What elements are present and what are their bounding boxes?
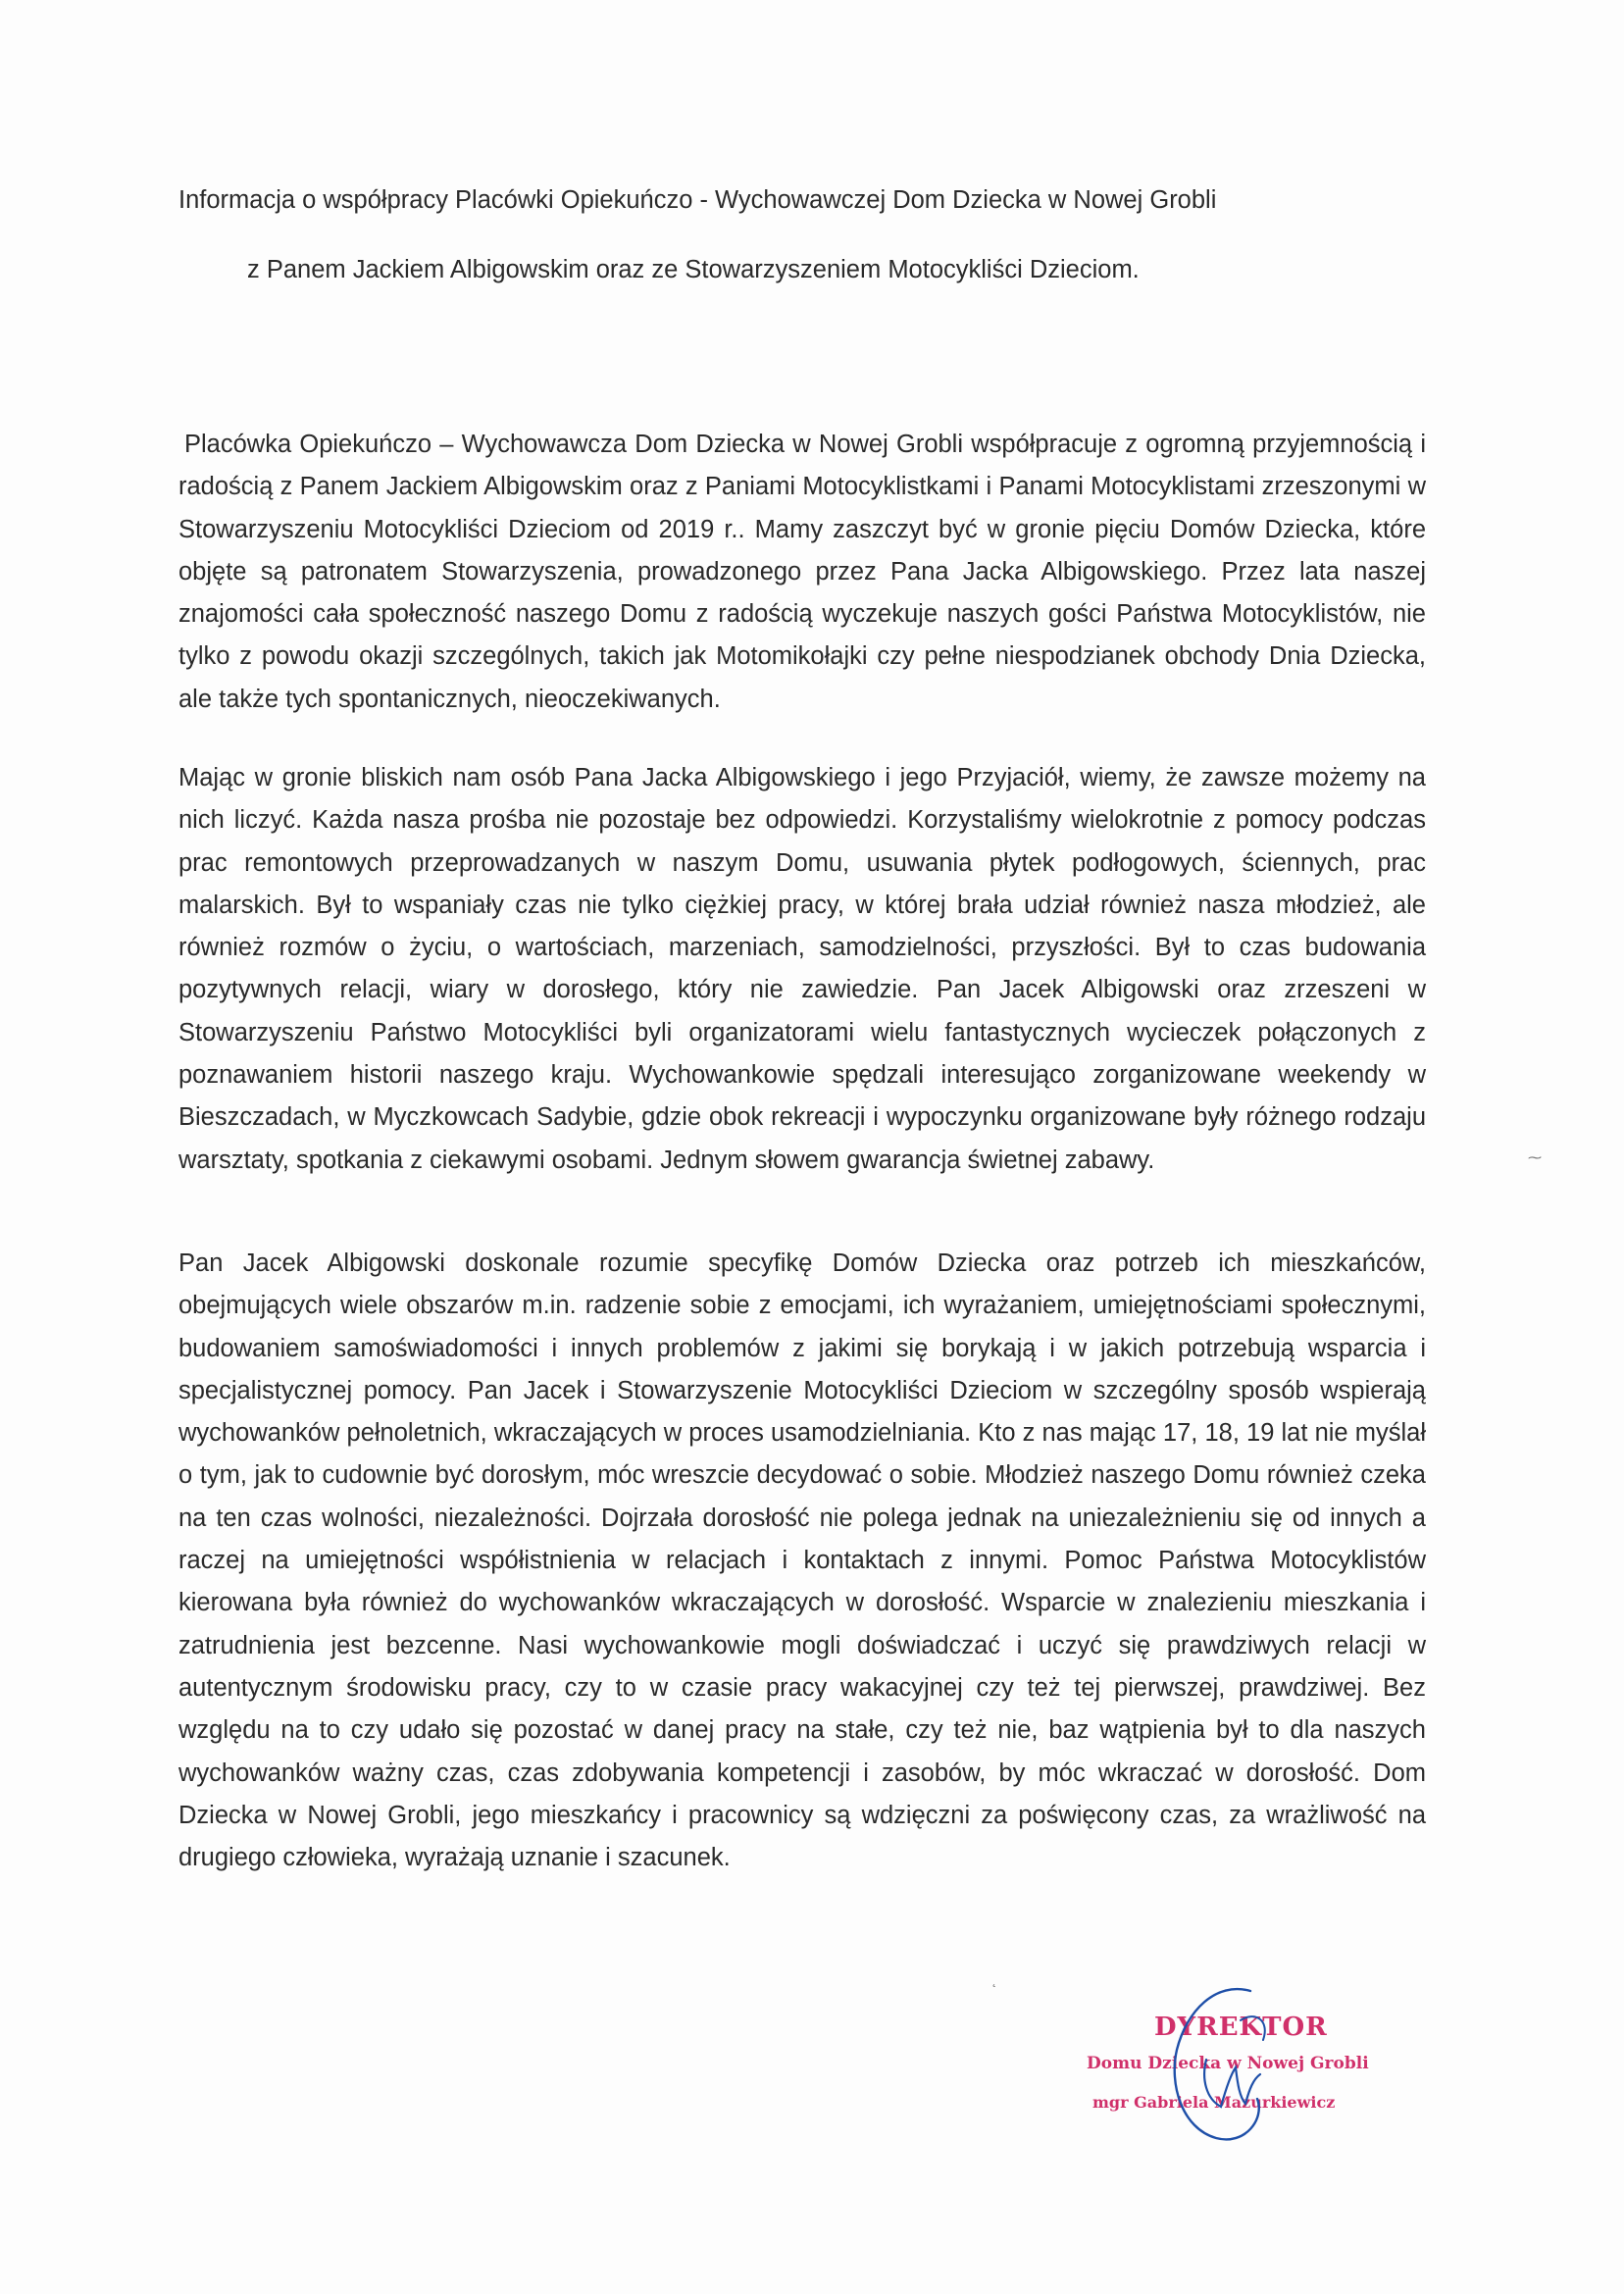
stamp-person: mgr Gabriela Mazurkiewicz <box>1092 2093 1336 2112</box>
scan-artifact-mark: ⁓ <box>1528 1149 1542 1165</box>
paragraph-1: Placówka Opiekuńczo – Wychowawcza Dom Dziecka w Nowej Grobli współpracuje z ogromną przyjemnością i radością z Panem Jackiem Albigowskim oraz z Paniami Motocyklistkami i Panami Motocyklistami zrzeszonymi w Stowarzyszeniu Motocykliści Dzieciom od 2019 r.. Mamy zaszczyt być w gronie pięciu Domów Dziecka, które objęte są patronatem Stowarzyszenia, prowadzonego przez Pana Jacka Albigowskiego. Przez lata naszej znajomości cała społeczność naszego Domu z radością wyczekuje naszych gości Państwa Motocyklistów, nie tylko z powodu okazji szczególnych, takich jak Motomikołajki czy pełne niespodzianek obchody Dnia Dziecka, ale także tych spontanicznych, nieoczekiwanych. <box>178 431 1426 713</box>
paragraph-3: Pan Jacek Albigowski doskonale rozumie specyfikę Domów Dziecka oraz potrzeb ich mieszkańców, obejmujących wiele obszarów m.in. radzenie sobie z emocjami, ich wyrażaniem, umiejętnościami społecznymi, budowaniem samoświadomości i innych problemów z jakimi się borykają i w jakich potrzebują wsparcia i specjalistycznej pomocy. Pan Jacek i Stowarzyszenie Motocykliści Dzieciom w szczególny sposób wspierają wychowanków pełnoletnich, wkraczających w proces usamodzielniania. Kto z nas mając 17, 18, 19 lat nie myślał o tym, jak to cudownie być dorosłym, móc wreszcie decydować o sobie. Młodzież naszego Domu również czeka na ten czas wolności, niezależności. Dojrzała dorosłość nie polega jednak na uniezależnieniu się od innych a raczej na umiejętności współistnienia w relacjach i kontaktach z innymi. Pomoc Państwa Motocyklistów kierowana była również do wychowanków wkraczających w dorosłość. Wsparcie w znalezieniu mieszkania i zatrudnienia jest bezcenne. Nasi wychowankowie mogli doświadczać i uczyć się prawdziwych relacji w autentycznym środowisku pracy, czy to w czasie pracy wakacyjnej czy też tej pierwszej, prawdziwej. Bez względu na to czy udało się pozostać w danej pracy na stałe, czy też nie, baz wątpienia był to dla naszych wychowanków ważny czas, czas zdobywania kompetencji i zasobów, by móc wkraczać w dorosłość. Dom Dziecka w Nowej Grobli, jego mieszkańcy i pracownicy są wdzięczni za poświęcony czas, za wrażliwość na drugiego człowieka, wyrażają uznanie i szacunek. <box>178 1249 1426 1872</box>
document-title-line-2: z Panem Jackiem Albigowskim oraz ze Stowarzyszeniem Motocykliści Dzieciom. <box>247 256 1140 283</box>
scan-artifact-dot: ˛ <box>992 1971 997 1987</box>
stamp-institution: Domu Dziecka w Nowej Grobli <box>1087 2054 1369 2073</box>
paragraph-2: Mając w gronie bliskich nam osób Pana Jacka Albigowskiego i jego Przyjaciół, wiemy, że zawsze możemy na nich liczyć. Każda nasza prośba nie pozostaje bez odpowiedzi. Korzystaliśmy wielokrotnie z pomocy podczas prac remontowych przeprowadzanych w naszym Domu, usuwania płytek podłogowych, ściennych, prac malarskich. Był to wspaniały czas nie tylko ciężkiej pracy, w której brała udział również nasza młodzież, ale również rozmów o życiu, o wartościach, marzeniach, samodzielności, przyszłości. Był to czas budowania pozytywnych relacji, wiary w dorosłego, który nie zawiedzie. Pan Jacek Albigowski oraz zrzeszeni w Stowarzyszeniu Państwo Motocykliści byli organizatorami wielu fantastycznych wycieczek połączonych z poznawaniem historii naszego kraju. Wychowankowie spędzali interesująco zorganizowane weekendy w Bieszczadach, w Myczkowcach Sadybie, gdzie obok rekreacji i wypoczynku organizowane były różnego rodzaju warsztaty, spotkania z ciekawymi osobami. Jednym słowem gwarancja świetnej zabawy. <box>178 764 1426 1174</box>
stamp-title: DYREKTOR <box>1154 2013 1328 2042</box>
handwritten-signature <box>1147 1981 1294 2148</box>
document-title-line-1: Informacja o współpracy Placówki Opiekuńczo - Wychowawczej Dom Dziecka w Nowej Grobli <box>178 186 1217 214</box>
